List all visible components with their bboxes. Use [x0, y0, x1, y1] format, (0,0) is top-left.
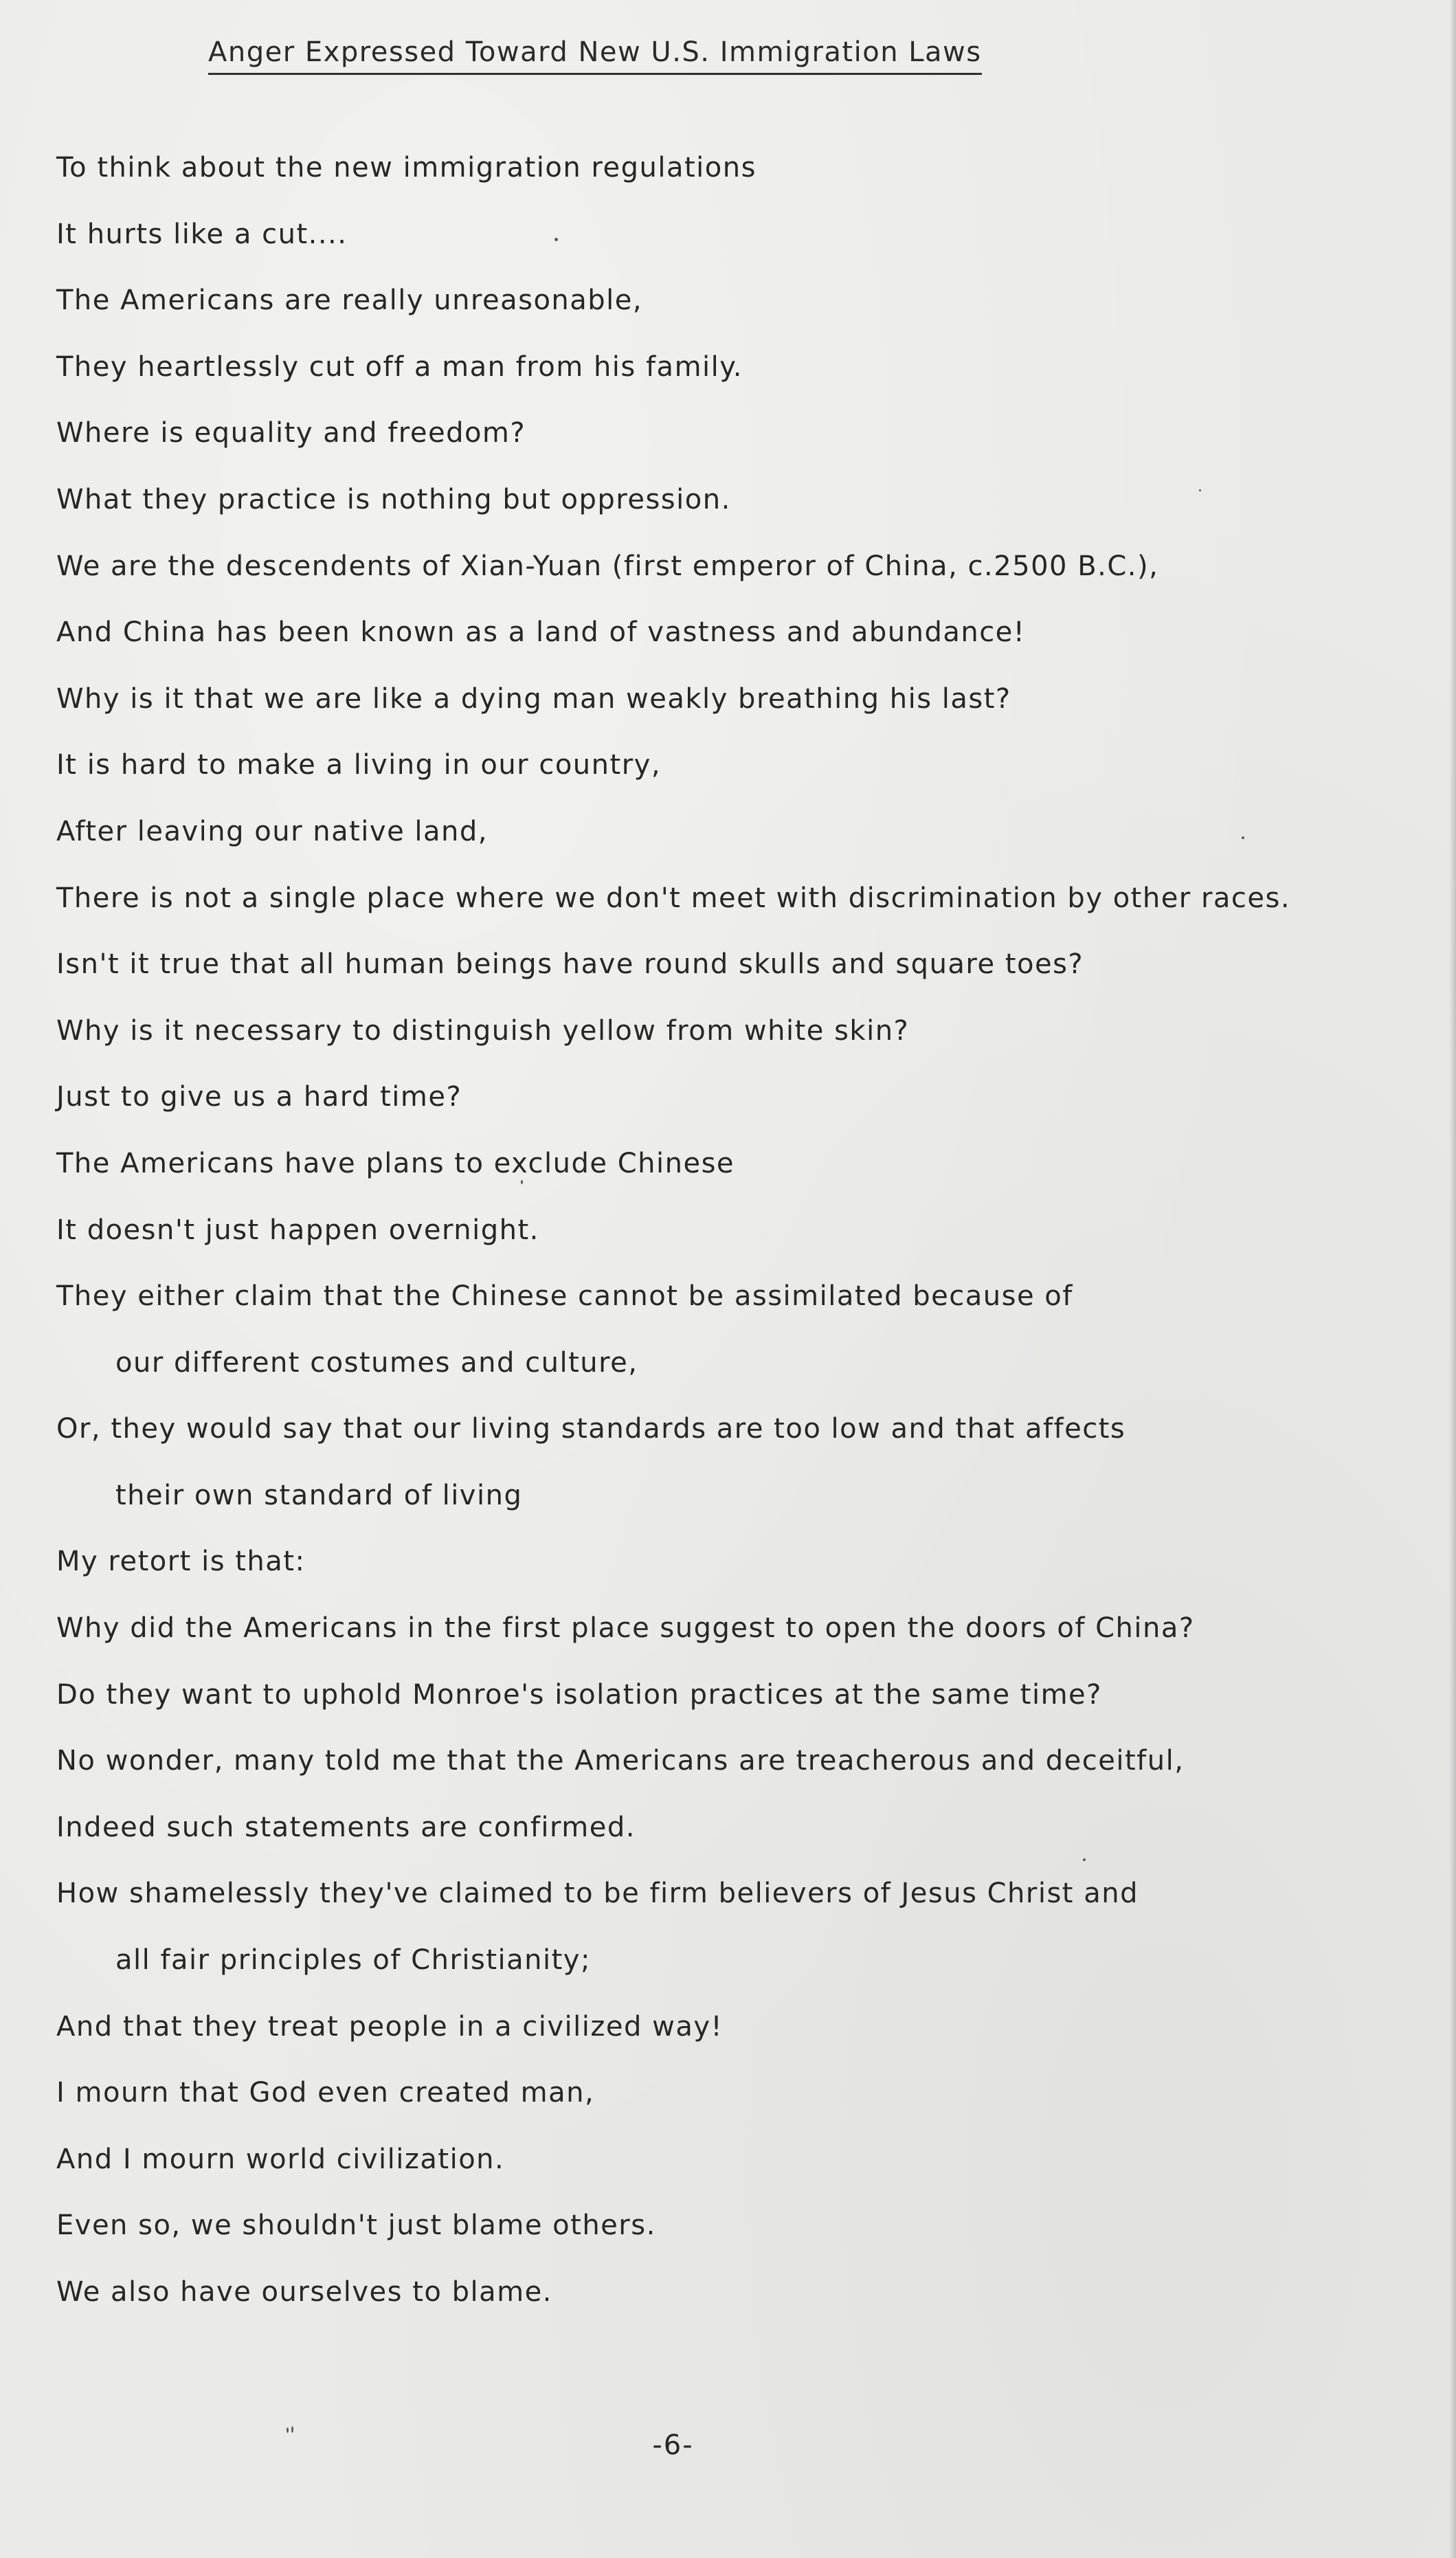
paper-speck	[287, 2427, 289, 2433]
poem-line: They heartlessly cut off a man from his family.	[56, 351, 743, 383]
poem-line: And China has been known as a land of vastness and abundance!	[56, 616, 1026, 649]
poem-line: Just to give us a hard time?	[56, 1081, 462, 1113]
paper-speck	[555, 238, 558, 241]
paper-speck	[521, 1180, 523, 1184]
paper-speck	[1083, 1858, 1086, 1861]
poem-line: Why is it that we are like a dying man weakly breathing his last?	[56, 682, 1011, 715]
paper-speck	[1199, 489, 1201, 491]
poem-line: And I mourn world civilization.	[56, 2143, 505, 2175]
poem-line: No wonder, many told me that the Americans are treacherous and deceitful,	[56, 1745, 1185, 1777]
poem-line: After leaving our native land,	[56, 815, 488, 847]
poem-line: Why did the Americans in the first place suggest to open the doors of China?	[56, 1612, 1195, 1645]
poem-line: What they practice is nothing but oppression.	[56, 483, 731, 515]
poem-line-continuation: all fair principles of Christianity;	[115, 1944, 591, 1977]
document-title: Anger Expressed Toward New U.S. Immigration Laws	[208, 34, 982, 75]
poem-line: I mourn that God even created man,	[56, 2077, 595, 2109]
poem-line-continuation: our different costumes and culture,	[115, 1346, 638, 1379]
poem-line-continuation: their own standard of living	[115, 1479, 523, 1511]
poem-line: Or, they would say that our living standards are too low and that affects	[56, 1413, 1126, 1445]
poem-line: My retort is that:	[56, 1546, 306, 1578]
poem-line: Even so, we shouldn't just blame others.	[56, 2210, 656, 2242]
poem-line: We are the descendents of Xian-Yuan (first emperor of China, c.2500 B.C.),	[56, 550, 1159, 582]
poem-line: Indeed such statements are confirmed.	[56, 1811, 636, 1843]
paper-speck	[1242, 836, 1244, 839]
poem-line: How shamelessly they've claimed to be firm believers of Jesus Christ and	[56, 1878, 1139, 1910]
poem-line: And that they treat people in a civilized way!	[56, 2010, 724, 2043]
poem-line: The Americans have plans to exclude Chinese	[56, 1147, 735, 1179]
poem-line: It doesn't just happen overnight.	[56, 1214, 539, 1246]
poem-line: Isn't it true that all human beings have round skulls and square toes?	[56, 948, 1084, 981]
poem-body	[56, 135, 1290, 2326]
paper-speck	[291, 2426, 293, 2433]
poem-line: It is hard to make a living in our country,	[56, 749, 662, 781]
poem-line: Where is equality and freedom?	[56, 417, 526, 449]
poem-line: Why is it necessary to distinguish yellow from white skin?	[56, 1014, 910, 1047]
poem-line: There is not a single place where we don't meet with discrimination by other races.	[56, 882, 1291, 914]
poem-line: It hurts like a cut....	[56, 218, 348, 250]
page-number: -6-	[652, 2429, 694, 2461]
poem-line: To think about the new immigration regulations	[56, 152, 757, 183]
poem-line: They either claim that the Chinese cannot be assimilated because of	[56, 1280, 1073, 1313]
poem-line: The Americans are really unreasonable,	[56, 285, 643, 317]
page-edge	[1449, 0, 1456, 2558]
poem-line: We also have ourselves to blame.	[56, 2276, 552, 2308]
poem-line: Do they want to uphold Monroe's isolation practices at the same time?	[56, 1678, 1102, 1711]
